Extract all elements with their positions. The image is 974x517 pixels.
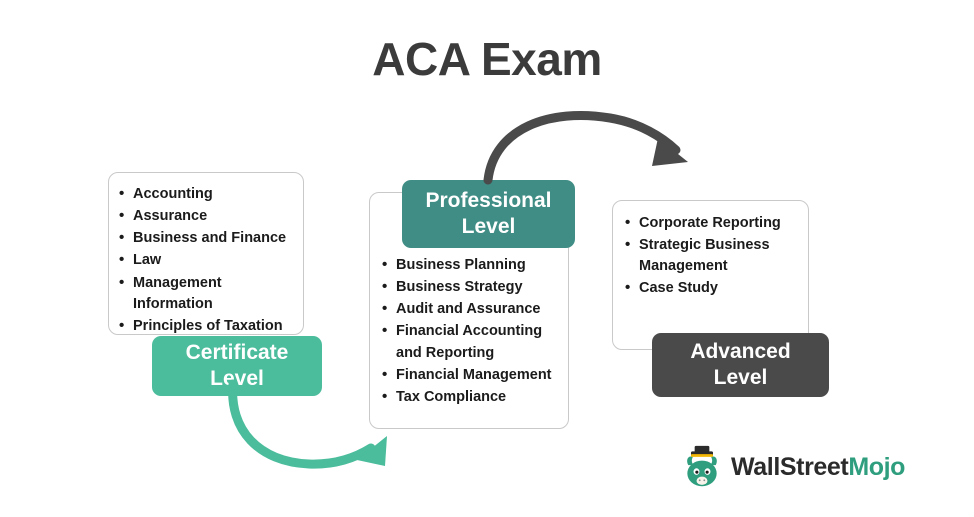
list-item: • Business Strategy [382,277,560,298]
page-title: ACA Exam [372,33,602,85]
list-item: • Audit and Assurance [382,299,560,320]
list-item: • Management Information [119,273,295,315]
list-item: • Financial Management [382,365,560,386]
wallstreetmojo-logo [680,442,908,492]
advanced-level-label [652,333,829,397]
bull-logo-icon [680,445,724,489]
certificate-label-line1: Certificate [185,341,289,365]
logo-text-mojo: Mojo [848,452,906,481]
advanced-level-list [625,213,800,300]
professional-level-list [382,255,560,408]
certificate-label-line2: Level [210,367,264,390]
logo-text-wallstreet: WallStreet [731,452,849,481]
certificate-level-label [152,336,322,396]
advanced-label-line2: Level [713,366,768,389]
list-item: • Law [119,250,295,271]
list-item: • Accounting [119,184,295,205]
list-item: • Corporate Reporting [625,213,800,234]
list-item: • Strategic Business Management [625,235,800,277]
list-item: • Case Study [625,278,800,299]
advanced-label-line1: Advanced [690,340,791,364]
advanced-level-card [612,200,809,350]
arrow-professional-to-advanced [480,100,710,190]
list-item: • Business and Finance [119,228,295,249]
list-item: • Tax Compliance [382,387,560,408]
list-item: • Assurance [119,206,295,227]
professional-level-label [402,180,575,248]
list-item: • Business Planning [382,255,560,276]
list-item: • Financial Accounting and Reporting [382,321,560,363]
certificate-level-card [108,172,304,335]
professional-label-line1: Professional [425,189,552,213]
certificate-level-list [119,184,295,337]
logo-text [731,453,905,482]
professional-label-line2: Level [461,215,516,238]
list-item: • Principles of Taxation [119,316,295,337]
